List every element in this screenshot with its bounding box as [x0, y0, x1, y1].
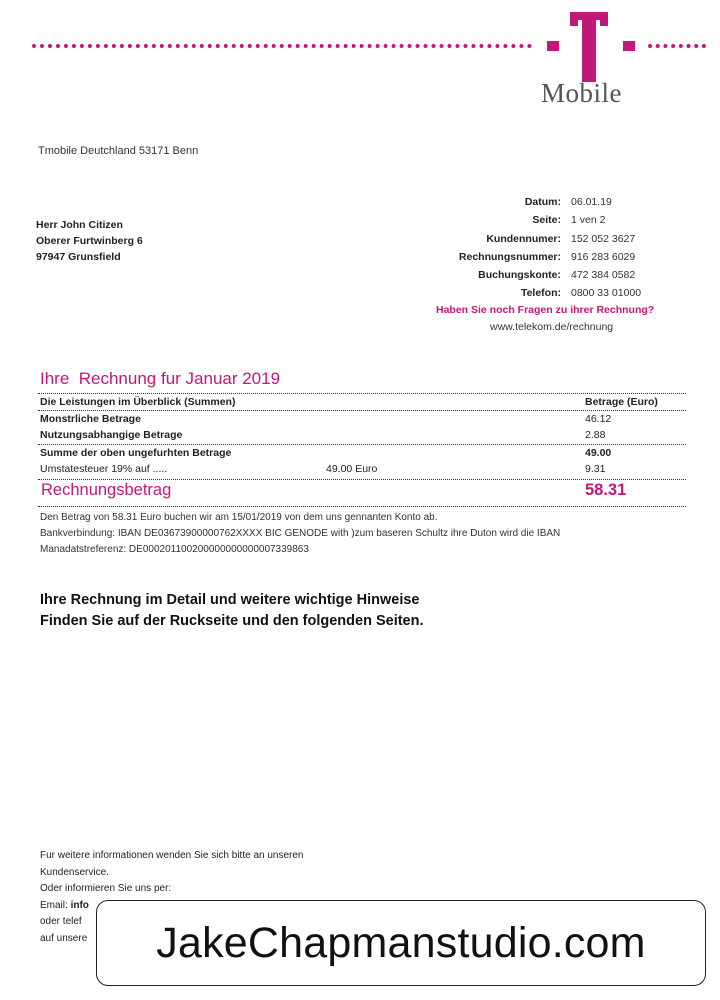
meta-value: 152 052 3627 — [571, 232, 636, 245]
meta-row-page — [400, 211, 641, 229]
row-amount: 46.12 — [585, 413, 612, 425]
bank-details-note: Bankverbindung: IBAN DE03673900000762XXXX BIC GENODE with )zum baseren Schultz ihre Duton wird die IBAN — [40, 528, 561, 539]
meta-value: 1 ven 2 — [571, 214, 606, 227]
meta-row-customer-number — [400, 230, 641, 248]
recipient-city: 97947 Grunsfield — [36, 251, 121, 263]
footer-email-value[interactable]: info — [70, 899, 89, 911]
vat-row — [38, 463, 686, 479]
detail-hint-line: Finden Sie auf der Ruckseite und den folgenden Seiten. — [40, 613, 424, 629]
telekom-t-logo-icon — [543, 12, 638, 82]
subtotal-label: Summe der oben ungefurhten Betrage — [40, 447, 232, 459]
header-amount-label: Betrage (Euro) — [585, 396, 658, 408]
table-row — [38, 429, 686, 445]
recipient-address — [36, 217, 143, 265]
total-label: Rechnungsbetrag — [41, 481, 172, 499]
meta-label: Rechnungsnummer: — [458, 250, 561, 263]
divider — [38, 506, 686, 507]
brand-wordmark: Mobile — [541, 78, 622, 108]
vat-label: Umstatesteuer 19% auf ..... — [40, 463, 168, 475]
meta-row-date — [400, 193, 641, 211]
divider — [38, 410, 686, 411]
header-dotted-line-right — [648, 44, 706, 48]
row-label: Nutzungsabhangige Betrage — [40, 429, 183, 441]
total-amount: 58.31 — [585, 481, 627, 499]
divider — [38, 444, 686, 445]
payment-note: Den Betrag von 58.31 Euro buchen wir am 15/01/2019 von dem uns gennanten Konto ab. — [40, 512, 438, 523]
recipient-name: Herr John Citizen — [36, 219, 123, 231]
footer-line: Kundenservice. — [40, 866, 109, 878]
meta-label: Datum: — [524, 196, 561, 208]
total-row — [38, 481, 686, 503]
footer-email-label: Email: — [40, 899, 68, 911]
meta-label: Telefon: — [520, 287, 561, 300]
meta-value: 472 384 0582 — [571, 269, 636, 282]
detail-hint — [40, 590, 424, 632]
detail-hint-line: Ihre Rechnung im Detail und weitere wichtige Hinweise — [40, 592, 420, 608]
watermark-banner — [96, 900, 706, 986]
invoice-title: Ihre Rechnung fur Januar 2019 — [40, 369, 281, 388]
row-label: Monstrliche Betrage — [40, 413, 141, 425]
footer-line: auf unsere — [40, 932, 88, 944]
subtotal-amount: 49.00 — [585, 447, 612, 459]
meta-row-phone — [400, 284, 641, 302]
vat-base: 49.00 Euro — [326, 463, 378, 475]
sender-address-line: Tmobile Deutchland 53171 Benn — [38, 145, 199, 157]
meta-label: Kundennumer: — [486, 232, 561, 245]
recipient-street: Oberer Furtwinberg 6 — [36, 235, 143, 247]
footer-line: oder telef — [40, 916, 82, 927]
mandate-reference-note: Manadatstreferenz: DE000201100200000000000007339863 — [40, 544, 309, 555]
meta-label: Seite: — [532, 214, 561, 227]
invoice-website-link[interactable]: www.telekom.de/rechnung — [490, 321, 614, 333]
meta-label: Buchungskonte: — [478, 269, 561, 282]
meta-value: 0800 33 01000 — [571, 287, 642, 300]
row-amount: 2.88 — [585, 429, 606, 441]
divider — [38, 479, 686, 480]
table-row — [38, 413, 686, 429]
divider — [38, 393, 686, 394]
header-services-label: Die Leistungen im Überblick (Summen) — [40, 396, 236, 408]
invoice-meta-block — [400, 193, 641, 303]
meta-row-invoice-number — [400, 248, 641, 266]
watermark-text: JakeChapmanstudio.com — [156, 918, 646, 967]
footer-line: Oder informieren Sie uns per: — [40, 883, 172, 894]
meta-value: 916 283 6029 — [571, 250, 636, 263]
footer-line: Fur weitere informationen wenden Sie sich bitte an unseren — [40, 850, 304, 861]
subtotal-row — [38, 447, 686, 463]
header-dotted-line-left — [32, 44, 532, 48]
meta-row-booking-account — [400, 266, 641, 284]
questions-prompt: Haben Sie noch Fragen zu ihrer Rechnung? — [436, 304, 655, 316]
vat-amount: 9.31 — [585, 463, 606, 475]
meta-value: 06.01.19 — [571, 196, 612, 208]
